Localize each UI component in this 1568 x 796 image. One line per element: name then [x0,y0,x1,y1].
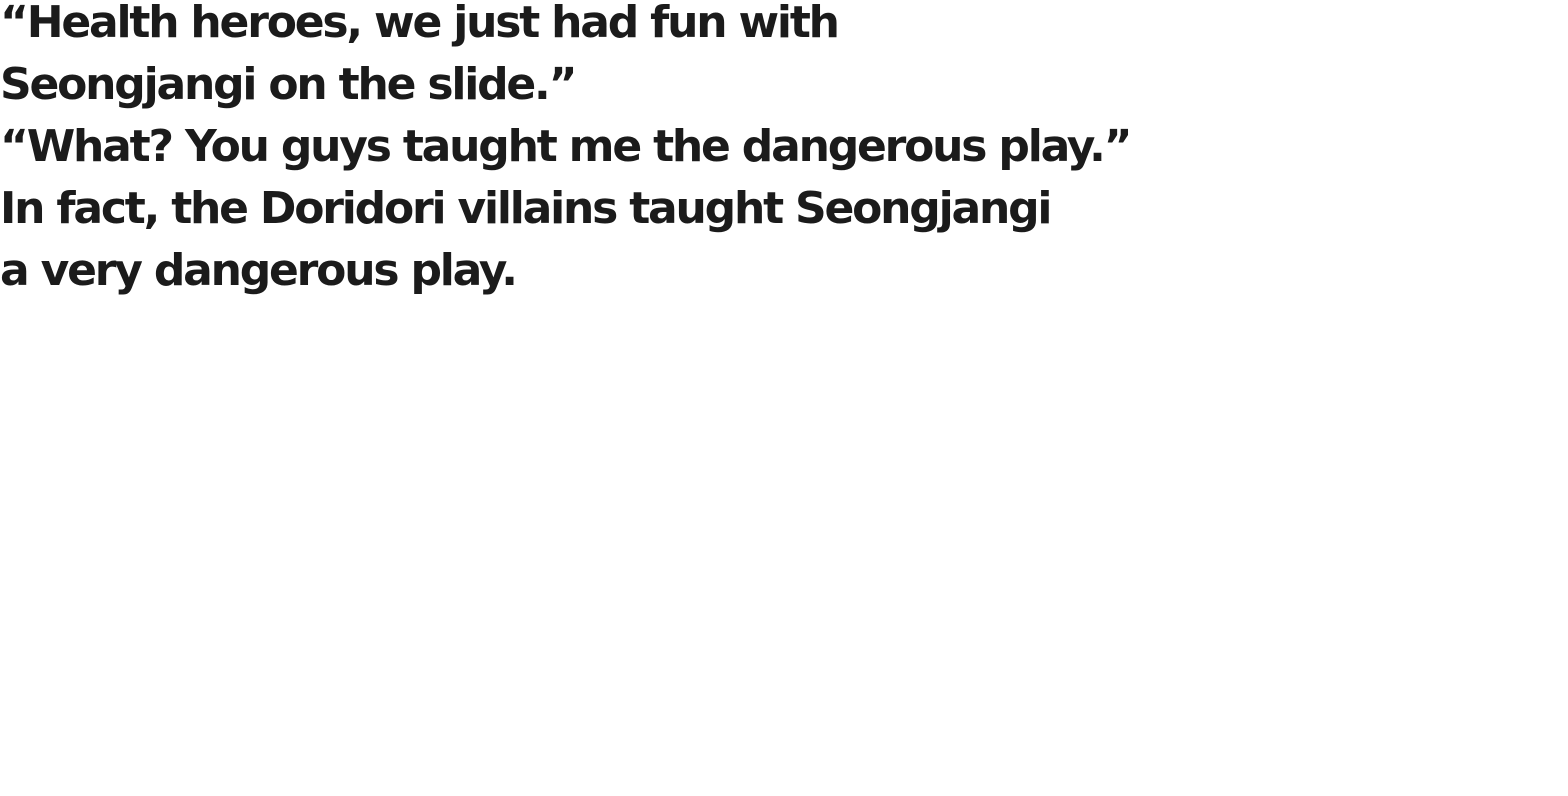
story-line-3: “What? You guys taught me the dangerous play.” [0,121,1131,172]
story-text [0,0,1568,302]
story-line-5: a very dangerous play. [0,245,516,296]
story-line-2: Seongjangi on the slide.” [0,59,576,110]
story-line-1: “Health heroes, we just had fun with [0,0,838,48]
story-line-4: In fact, the Doridori villains taught Seongjangi [0,183,1051,234]
